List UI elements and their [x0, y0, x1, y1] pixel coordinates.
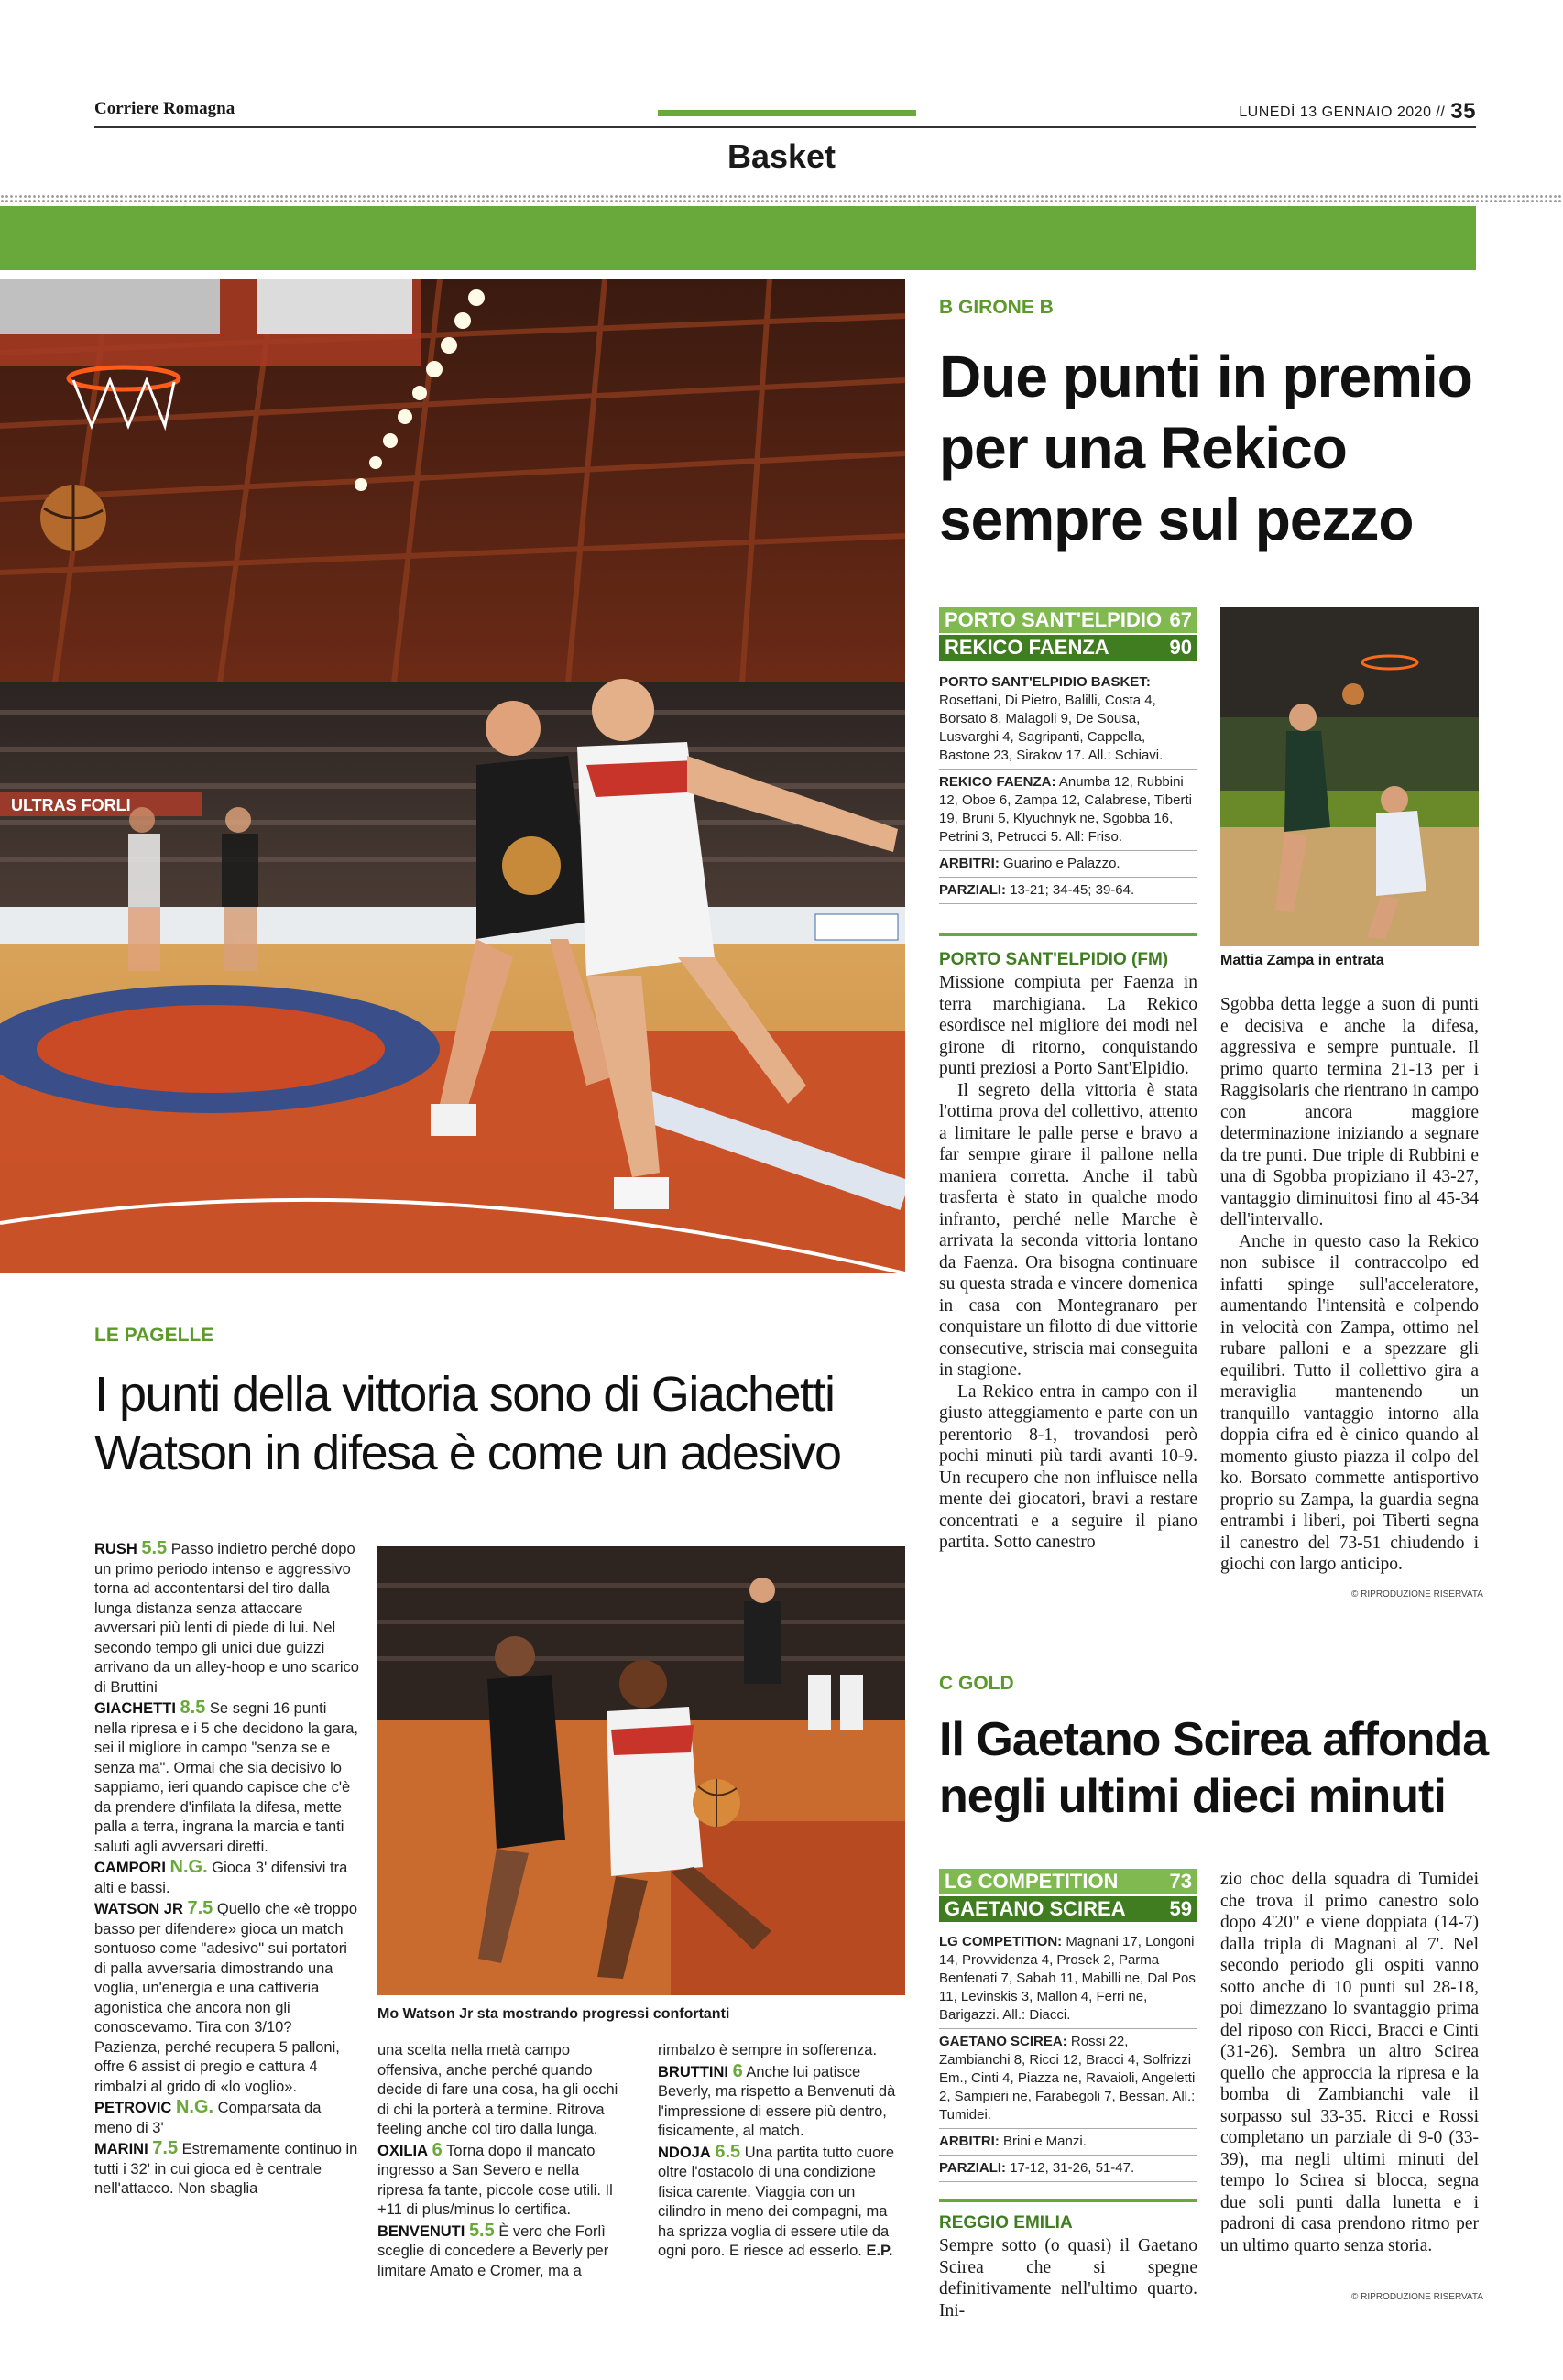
tab-text: Brini e Manzi.: [1003, 2134, 1087, 2149]
article1-body-col1: [939, 972, 1197, 1554]
player-comment: Passo indietro perché dopo un primo periodo intenso e aggressivo torna ad accontentarsi del tiro dalla lunga distanza senza attaccare avversari più lenti di piede di lui. Nel secondo tempo gli unici due guizzi arrivano da un alley-hoop e uno scarico di Bruttini: [94, 1541, 359, 1696]
tab-label: ARBITRI:: [939, 856, 1000, 871]
article2-location: REGGIO EMILIA: [939, 2213, 1073, 2233]
article2-kicker: C GOLD: [939, 1673, 1014, 1694]
tab-referees: [939, 2129, 1197, 2156]
article2-tabellino: [939, 1929, 1197, 2182]
article2-headline: [939, 1711, 1489, 1825]
team-name: LG COMPETITION: [945, 1870, 1119, 1893]
watson-photo-caption: Mo Watson Jr sta mostrando progressi confortanti: [377, 2006, 730, 2022]
pagella-item: [377, 2141, 625, 2221]
page-number: 35: [1450, 99, 1476, 124]
player-name: WATSON JR: [94, 1901, 183, 1917]
pagella-continuation: rimbalzo è sempre in sofferenza.: [658, 2042, 878, 2058]
player-vote: N.G.: [169, 1857, 208, 1877]
player-comment: Se segni 16 punti nella ripresa e i 5 che decidono la gara, sei il migliore in campo "senza se e senza ma". Ormai che sia decisivo lo sappiamo, ieri quando capisce che c'è da prendere d'infilata la difesa, mette palla a terra, ingrana la marcia e tanti saluti agli avversari diretti.: [94, 1700, 359, 1855]
pagella-item: [94, 2139, 360, 2200]
author-signature: E.P.: [866, 2243, 893, 2259]
pagelle-headline-line: Watson in difesa è come un adesivo: [94, 1425, 841, 1480]
pagella-continuation: una scelta nella metà campo offensiva, anche perché quando decide di fare una cosa, ha gli occhi di chi la porterà a termine. Ritrova feeling anche col tiro dalla lunga.: [377, 2042, 618, 2137]
team-name: REKICO FAENZA: [945, 636, 1109, 659]
tab-label: PARZIALI:: [939, 882, 1007, 898]
tab-text: Rosettani, Di Pietro, Balilli, Costa 4, Borsato 8, Malagoli 9, De Sousa, Lusvarghi 4, Sagripanti, Cappella, Bastone 23, Sirakov 17. All.: Schiavi.: [939, 693, 1164, 763]
pagella-item: [94, 1698, 360, 1857]
zampa-photo: [1220, 607, 1479, 946]
tab-team2: [939, 770, 1197, 851]
header-rule: [94, 126, 1476, 128]
player-name: CAMPORI: [94, 1860, 166, 1876]
article2-col-rule: [939, 2199, 1197, 2202]
tab-team1: [939, 670, 1197, 770]
article1-location: PORTO SANT'ELPIDIO (FM): [939, 950, 1169, 969]
tab-text: 17-12, 31-26, 51-47.: [1010, 2160, 1135, 2176]
player-name: PETROVIC: [94, 2100, 172, 2116]
watson-photo: [377, 1546, 905, 1995]
player-comment: Anche lui patisce Beverly, ma rispetto a Benvenuti dà l'impressione di essere più dentro, fisicamente, al match.: [658, 2063, 896, 2139]
pagella-item: [94, 1899, 360, 2097]
player-name: BRUTTINI: [658, 2063, 728, 2080]
article1-col-rule: [939, 933, 1197, 936]
pagelle-col2: [377, 2041, 625, 2282]
player-comment: Estremamente continuo in tutti i 32' in cui gioca ed è centrale nell'attacco. Non sbaglia: [94, 2141, 358, 2197]
tab-label: ARBITRI:: [939, 2134, 1000, 2149]
player-name: OXILIA: [377, 2142, 429, 2159]
pagelle-kicker: LE PAGELLE: [94, 1325, 214, 1346]
arena-illustration: [0, 279, 905, 1273]
team-name: PORTO SANT'ELPIDIO: [945, 608, 1163, 631]
tab-text: 13-21; 34-45; 39-64.: [1010, 882, 1135, 898]
player-vote: 5.5: [141, 1538, 168, 1558]
tab-referees: [939, 851, 1197, 878]
player-vote: 6.5: [715, 2141, 741, 2162]
zampa-illustration: [1220, 607, 1479, 946]
pagella-item: [94, 1539, 360, 1698]
pagelle-col1: [94, 1539, 360, 2200]
copyright-text: RIPRODUZIONE RISERVATA: [1361, 2292, 1483, 2302]
article2-headline-line: negli ultimi dieci minuti: [939, 1770, 1446, 1823]
article2-body-col1: [939, 2235, 1197, 2321]
copyright-icon: ©: [1351, 1589, 1359, 1599]
team-score: 73: [1169, 1870, 1192, 1893]
pagelle-headline-line: I punti della vittoria sono di Giachetti: [94, 1367, 835, 1422]
watson-illustration: [377, 1546, 905, 1995]
player-vote: 7.5: [187, 1898, 213, 1918]
article1-headline-line: Due punti in premio: [939, 344, 1472, 409]
tab-team1: [939, 1929, 1197, 2029]
article1-paragraph: La Rekico entra in campo con il giusto atteggiamento e parte con un perentorio 8-1, trovandosi però pochi minuti più tardi avanti 10-9. Un recupero che non influisce nella mente dei giocatori, bravi a restare concentrati e a seguire il piano partita. Sotto canestro: [939, 1381, 1197, 1552]
article1-kicker: B GIRONE B: [939, 297, 1054, 318]
pagella-item: [377, 2222, 625, 2282]
article1-scoreboard: [939, 607, 1197, 904]
scoreboard-row-away: [939, 635, 1197, 661]
pagella-item: [94, 1858, 360, 1898]
tab-label: PARZIALI:: [939, 2160, 1007, 2176]
article2-copyright: [1351, 2292, 1483, 2302]
player-name: GIACHETTI: [94, 1700, 176, 1717]
pagella-item: [658, 2062, 905, 2142]
player-name: NDOJA: [658, 2144, 711, 2161]
svg-text:ULTRAS FORLI: ULTRAS FORLI: [11, 796, 131, 814]
article1-headline-line: sempre sul pezzo: [939, 486, 1414, 552]
player-comment: Torna dopo il mancato ingresso a San Severo e nella ripresa fa tante, piccole cose utili. Il +11 di plus/minus lo certifica.: [377, 2142, 613, 2218]
article1-paragraph: Sgobba detta legge a suon di punti e decisiva e anche la difesa, aggressiva e sempre puntuale. Il primo quarto termina 21-13 per i Raggisolaris che rientrano in campo con ancora maggiore determinazione iniziando a segnare da tre punti. Due triple di Rubbini e una di Sgobba propiziano il 43-27, vantaggio diminuitosi fino al 45-34 dell'intervallo.: [1220, 995, 1479, 1229]
article1-copyright: [1351, 1589, 1483, 1599]
player-vote: 5.5: [468, 2220, 495, 2241]
player-vote: N.G.: [175, 2097, 214, 2117]
article2-scoreboard: [939, 1869, 1197, 2182]
masthead-brand: Corriere Romagna: [94, 99, 235, 118]
player-comment: È vero che Forlì sceglie di concedere a Beverly per limitare Amato e Cromer, ma a: [377, 2222, 609, 2279]
pagella-item: [94, 2098, 360, 2138]
header-accent-bar: [658, 110, 916, 116]
dotted-divider: [0, 194, 1563, 202]
player-comment: Quello che «è troppo basso per difendere» gioca un match sontuoso come "adesivo" sui portatori di palla avversaria dimostrando una voglia, un'energia e una cattiveria agonistica che ancora non gli conoscevamo. Tira con 3/10? Pazienza, perché recupera 5 palloni, offre 6 assist di pregio e cattura 4 rimbalzi al grido di «lo voglio».: [94, 1901, 358, 2095]
team-score: 90: [1169, 636, 1192, 659]
tab-label: REKICO FAENZA:: [939, 774, 1056, 790]
green-banner: [0, 206, 1476, 270]
tab-team2: [939, 2029, 1197, 2129]
article2-paragraph: Sempre sotto (o quasi) il Gaetano Scirea che si spegne definitivamente nell'ultimo quarto. Ini-: [939, 2236, 1197, 2320]
scoreboard-row-away: [939, 1896, 1197, 1922]
scoreboard-row-home: [939, 1869, 1197, 1894]
article1-headline: [939, 341, 1489, 555]
tab-text: Rossi 22, Zambianchi 8, Ricci 12, Bracci 4, Solfrizzi Em., Cinti 4, Piazza ne, Ravaioli, Angeletti 2, Sampieri ne, Farabegoli 7, Bessan. All.: Tumidei.: [939, 2034, 1196, 2123]
pagelle-col3: [658, 2041, 905, 2263]
pagelle-headline: [94, 1365, 910, 1482]
player-vote: 8.5: [180, 1698, 206, 1718]
tab-partials: [939, 878, 1197, 904]
zampa-photo-caption: Mattia Zampa in entrata: [1220, 953, 1384, 968]
copyright-text: RIPRODUZIONE RISERVATA: [1361, 1589, 1483, 1599]
article2-headline-line: Il Gaetano Scirea affonda: [939, 1713, 1489, 1766]
article2-paragraph: zio choc della squadra di Tumidei che trova il primo canestro solo dopo 4'20" e viene doppiata (14-7) dalla tripla di Magnani al 7'. Nel secondo periodo gli ospiti vanno sotto anche di 10 punti sul 28-18, poi dimezzano lo svantaggio prima del riposo con Ricci, Bracci e Cinti (31-26). Sembra un altro Scirea quello che approccia la ripresa e la bomba di Zambianchi vale il sorpasso sul 33-35. Ricci e Rossi completano un parziale di 9-0 (33-39), ma negli ultimi minuti del tempo lo Scirea si blocca, segna due soli punti dalla lunetta e i padroni di casa prendono ritmo per un ultimo quarto senza storia.: [1220, 1870, 1479, 2255]
player-vote: 6: [432, 2139, 443, 2160]
team-name: GAETANO SCIREA: [945, 1897, 1126, 1920]
player-vote: 6: [732, 2060, 743, 2081]
player-name: MARINI: [94, 2141, 148, 2157]
scoreboard-row-home: [939, 607, 1197, 633]
section-title: Basket: [727, 137, 836, 175]
team-score: 67: [1169, 608, 1192, 631]
player-vote: 7.5: [152, 2138, 179, 2158]
tab-label: LG COMPETITION:: [939, 1934, 1063, 1949]
tab-text: Guarino e Palazzo.: [1003, 856, 1120, 871]
date-text: LUNEDÌ 13 GENNAIO 2020 //: [1239, 104, 1446, 120]
tab-text: Magnani 17, Longoni 14, Provvidenza 4, Prosek 2, Parma Benfenati 7, Sabah 11, Mabilli ne, Dal Pos 11, Levinskis 3, Mallon 4, Ferri ne, Barigazzi. All.: Diacci.: [939, 1934, 1196, 2023]
article1-paragraph: Anche in questo caso la Rekico non subisce il contraccolpo ed infatti spinge sull'acceleratore, aumentando l'intensità e colpendo in velocità con Zampa, ottimo nel rubare palloni e a spezzare gli equilibri. Tutto il collettivo gira a meraviglia mantenendo un tranquillo vantaggio intorno alla doppia cifra ed è cinico quando al momento giusto piazza il colpo del ko. Borsato commette antisportivo proprio su Zampa, la guardia segna entrambi i liberi, poi Tiberti segna il canestro del 73-51 chiudendo i giochi con largo anticipo.: [1220, 1231, 1479, 1574]
article1-body-col2: [1220, 994, 1479, 1576]
tab-text: Anumba 12, Rubbini 12, Oboe 6, Zampa 12, Calabrese, Tiberti 19, Bruni 5, Klyuchnyk ne, Sgobba 16, Petrini 3, Petrucci 5. All: Friso.: [939, 774, 1192, 845]
player-comment: Una partita tutto cuore oltre l'ostacolo di una condizione fisica carente. Viaggia con un cilindro in meno dei compagni, ma ha sprizza voglia di essere utile da ogni poro. E riesce ad esserlo.: [658, 2144, 895, 2259]
article1-paragraph: Missione compiuta per Faenza in terra marchigiana. La Rekico esordisce nel migliore dei modi nel girone di ritorno, conquistando punti preziosi a Porto Sant'Elpidio.: [939, 973, 1197, 1078]
article1-headline-line: per una Rekico: [939, 415, 1347, 481]
player-comment: Gioca 3' difensivi tra alti e bassi.: [94, 1860, 348, 1896]
main-game-photo: [0, 279, 905, 1273]
team-score: 59: [1169, 1897, 1192, 1920]
pagella-item: [658, 2143, 905, 2262]
header-date: [1239, 99, 1476, 125]
article2-body-col2: [1220, 1869, 1479, 2256]
article1-paragraph: Il segreto della vittoria è stata l'ottima prova del collettivo, attento a limitare le palle perse e bravo a far sempre girare il pallone nella maniera corretta. Anche il tabù trasferta è stato in qualche modo infranto, perché nelle Marche è arrivata la seconda vittoria lontano da Faenza. Ora bisogna continuare su questa strada e vincere domenica in casa con Montegranaro per conquistare un filotto di due vittorie consecutive, striscia mai conseguita in stagione.: [939, 1080, 1197, 1380]
player-name: RUSH: [94, 1541, 137, 1557]
player-comment: Comparsata da meno di 3': [94, 2100, 322, 2136]
tab-label: GAETANO SCIREA:: [939, 2034, 1067, 2049]
article1-tabellino: [939, 670, 1197, 904]
tab-label: PORTO SANT'ELPIDIO BASKET:: [939, 674, 1151, 690]
tab-partials: [939, 2156, 1197, 2182]
copyright-icon: ©: [1351, 2292, 1359, 2302]
player-name: BENVENUTI: [377, 2222, 465, 2240]
